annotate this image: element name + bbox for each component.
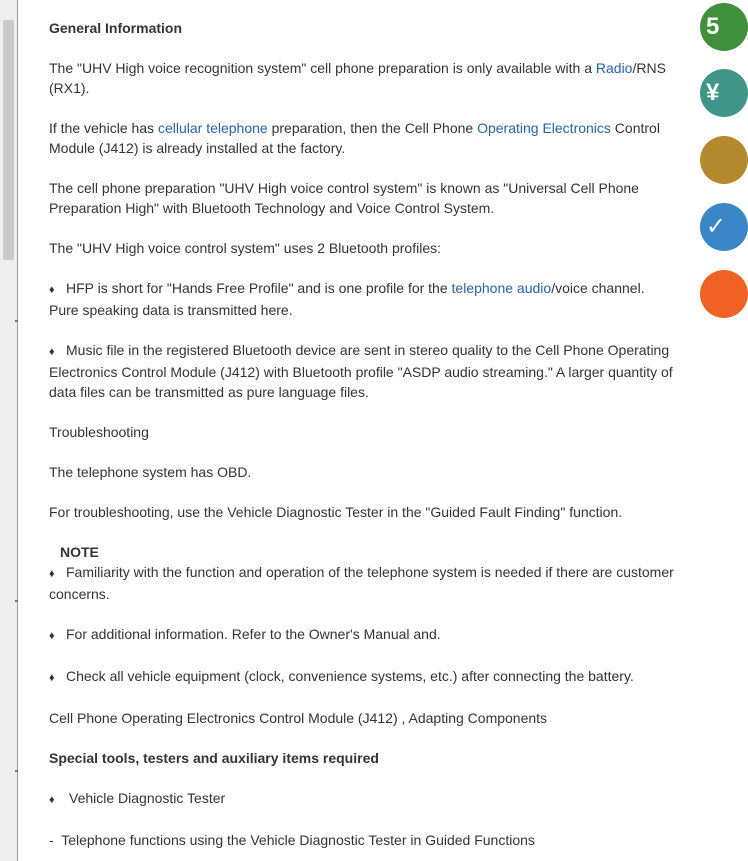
side-button-4[interactable] [700, 203, 748, 251]
text: Control Module (J412) is already installed at the factory. [49, 120, 660, 156]
text: HFP is short for "Hands Free Profile" and is one profile for the [66, 280, 452, 296]
section-heading: General Information [49, 20, 183, 36]
dash-icon: - [49, 832, 54, 848]
side-button-glyph: 5 [706, 13, 720, 40]
text: Telephone functions using the Vehicle Diagnostic Tester in Guided Functions [61, 832, 535, 848]
side-button-2[interactable] [700, 69, 748, 117]
text: Music file in the registered Bluetooth device are sent in stereo quality to the Cell Phone Operating Electronics Control Module (J412) with Bluetooth profile "ASDP audio streaming." A larger quantity of data files can be transmitted as pure language files. [49, 342, 673, 400]
bullet-icon: ♦ [49, 794, 55, 806]
side-button-5[interactable] [700, 270, 748, 318]
text: preparation, then the Cell Phone [267, 120, 478, 136]
tools-heading: Special tools, testers and auxiliary items required [49, 750, 379, 766]
paragraph-radio [49, 58, 674, 98]
radio-link[interactable]: Radio [595, 60, 633, 76]
scroll-marker [15, 770, 18, 772]
side-button-glyph: ¥ [706, 79, 720, 106]
cellular-telephone-link[interactable]: cellular telephone [157, 120, 268, 136]
text: If the vehicle has [49, 120, 158, 136]
paragraph-module: Cell Phone Operating Electronics Control Module (J412) , Adapting Components [49, 710, 548, 726]
side-button-1[interactable] [700, 3, 748, 51]
left-scrollbar[interactable] [0, 0, 18, 861]
paragraph-tester: For troubleshooting, use the Vehicle Diagnostic Tester in the "Guided Fault Finding" function. [49, 504, 623, 520]
text: Check all vehicle equipment (clock, convenience systems, etc.) after connecting the battery. [66, 668, 634, 684]
bullet-icon: ♦ [49, 284, 55, 296]
note-bullet-owners-manual [49, 624, 674, 646]
telephone-audio-link[interactable]: telephone audio [451, 280, 552, 296]
note-heading: NOTE [60, 544, 99, 560]
text: /voice channel. Pure speaking data is transmitted here. [49, 280, 645, 318]
paragraph-obd: The telephone system has OBD. [49, 464, 252, 480]
paragraph-known-as: The cell phone preparation "UHV High voice control system" is known as "Universal Cell Phone Preparation High" with Bluetooth Technology and Voice Control System. [49, 180, 639, 216]
scroll-marker [15, 600, 18, 602]
scrollbar-thumb[interactable] [3, 20, 14, 260]
text: /RNS (RX1). [49, 60, 666, 96]
text: The "UHV High voice recognition system" cell phone preparation is only available with a [49, 60, 596, 76]
bullet-icon: ♦ [49, 346, 55, 358]
text: Vehicle Diagnostic Tester [69, 790, 226, 806]
bullet-icon: ♦ [49, 568, 55, 580]
note-bullet-familiarity [49, 562, 674, 604]
tool-item [49, 788, 674, 810]
bullet-hfp [49, 278, 674, 320]
troubleshooting-heading: Troubleshooting [49, 424, 149, 440]
side-button-3[interactable] [700, 136, 748, 184]
note-bullet-equipment [49, 666, 674, 688]
side-action-rail [700, 0, 727, 861]
functions-item [49, 830, 674, 850]
text: For additional information. Refer to the Owner's Manual and. [66, 626, 441, 642]
bullet-icon: ♦ [49, 630, 55, 642]
side-button-glyph: ✓ [706, 213, 727, 240]
bullet-icon: ♦ [49, 672, 55, 684]
paragraph-profiles: The "UHV High voice control system" uses 2 Bluetooth profiles: [49, 240, 441, 256]
operating-electronics-link[interactable]: Operating Electronics [477, 120, 611, 136]
scroll-marker [15, 320, 18, 322]
bullet-music [49, 340, 674, 402]
text: Familiarity with the function and operation of the telephone system is needed if there are customer concerns. [49, 564, 674, 602]
article-body [49, 18, 674, 850]
paragraph-preparation [49, 118, 674, 158]
